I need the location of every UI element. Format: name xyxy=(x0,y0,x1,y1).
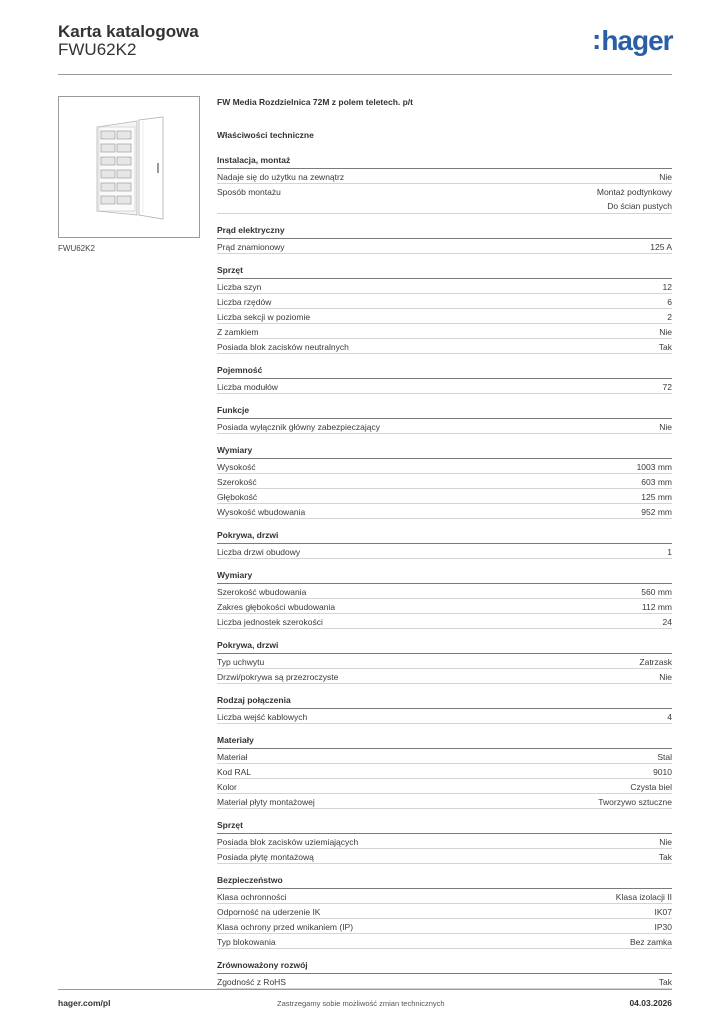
spec-label: Materiał płyty montażowej xyxy=(217,797,315,807)
spec-row xyxy=(217,169,672,184)
spec-value xyxy=(641,475,672,489)
spec-value xyxy=(650,240,672,254)
spec-value-line: 6 xyxy=(667,297,672,307)
spec-label: Odporność na uderzenie IK xyxy=(217,907,321,917)
spec-label: Zakres głębokości wbudowania xyxy=(217,602,336,612)
spec-row xyxy=(217,239,672,254)
spec-value xyxy=(659,325,672,339)
spec-value-line: Tak xyxy=(658,852,672,862)
spec-row xyxy=(217,709,672,724)
group-heading: Materiały xyxy=(217,735,672,749)
spec-label: Liczba modułów xyxy=(217,382,278,392)
spec-value-line: IP30 xyxy=(654,922,672,932)
spec-value xyxy=(667,295,672,309)
spec-row xyxy=(217,279,672,294)
group-heading: Sprzęt xyxy=(217,265,672,279)
spec-label: Sposób montażu xyxy=(217,187,281,197)
spec-row xyxy=(217,184,672,214)
spec-label: Posiada płytę montażową xyxy=(217,852,314,862)
spec-label: Liczba sekcji w poziomie xyxy=(217,312,311,322)
spec-value-line: 125 A xyxy=(650,242,672,252)
spec-row xyxy=(217,324,672,339)
group-heading: Funkcje xyxy=(217,405,672,419)
spec-label: Posiada wyłącznik główny zabezpieczający xyxy=(217,422,380,432)
product-image-caption: FWU62K2 xyxy=(58,244,95,253)
spec-row xyxy=(217,584,672,599)
footer-date: 04.03.2026 xyxy=(629,998,672,1008)
spec-value-line: Nie xyxy=(659,672,672,682)
spec-value-line: Nie xyxy=(659,422,672,432)
spec-row xyxy=(217,764,672,779)
spec-value xyxy=(639,655,672,669)
spec-label: Drzwi/pokrywa są przezroczyste xyxy=(217,672,339,682)
spec-label: Typ blokowania xyxy=(217,937,276,947)
spec-value xyxy=(657,750,672,764)
group-heading: Wymiary xyxy=(217,445,672,459)
spec-row xyxy=(217,749,672,764)
footer-disclaimer: Zastrzegamy sobie możliwość zmian technicznych xyxy=(277,999,445,1008)
spec-row xyxy=(217,834,672,849)
spec-value xyxy=(659,835,672,849)
document-title: Karta katalogowa xyxy=(58,22,199,41)
spec-value-line: 4 xyxy=(667,712,672,722)
spec-label: Posiada blok zacisków uziemiających xyxy=(217,837,359,847)
spec-label: Posiada blok zacisków neutralnych xyxy=(217,342,349,352)
group-heading: Pojemność xyxy=(217,365,672,379)
distribution-board-illustration xyxy=(59,97,199,237)
spec-value-line: IK07 xyxy=(654,907,672,917)
spec-value xyxy=(659,670,672,684)
spec-row xyxy=(217,904,672,919)
spec-value-line: 24 xyxy=(662,617,672,627)
spec-label: Kod RAL xyxy=(217,767,252,777)
spec-value-line: 9010 xyxy=(653,767,672,777)
spec-row xyxy=(217,849,672,864)
spec-value-line: 112 mm xyxy=(641,602,672,612)
group-heading: Rodzaj połączenia xyxy=(217,695,672,709)
spec-value xyxy=(659,975,672,989)
spec-value xyxy=(659,170,672,184)
spec-row xyxy=(217,419,672,434)
spec-label: Kolor xyxy=(217,782,237,792)
spec-value xyxy=(630,780,672,794)
logo-text: hager xyxy=(601,25,673,56)
spec-row xyxy=(217,934,672,949)
group-heading: Prąd elektryczny xyxy=(217,225,672,239)
spec-value xyxy=(641,585,672,599)
spec-value xyxy=(641,490,672,504)
spec-value-line: Tak xyxy=(658,342,672,352)
spec-label: Klasa ochronności xyxy=(217,892,287,902)
group-heading: Pokrywa, drzwi xyxy=(217,640,672,654)
spec-value-line: Czysta biel xyxy=(630,782,672,792)
spec-value-line: Nie xyxy=(659,327,672,337)
spec-label: Materiał xyxy=(217,752,248,762)
spec-row xyxy=(217,489,672,504)
spec-label: Szerokość wbudowania xyxy=(217,587,307,597)
group-heading: Zrównoważony rozwój xyxy=(217,960,672,974)
spec-label: Zgodność z RoHS xyxy=(217,977,286,987)
product-image xyxy=(58,96,200,238)
spec-row xyxy=(217,919,672,934)
spec-label: Klasa ochrony przed wnikaniem (IP) xyxy=(217,922,354,932)
spec-label: Wysokość wbudowania xyxy=(217,507,306,517)
spec-label: Z zamkiem xyxy=(217,327,259,337)
spec-value xyxy=(641,505,672,519)
spec-row xyxy=(217,339,672,354)
spec-row xyxy=(217,794,672,809)
product-description: FW Media Rozdzielnica 72M z polem teletech. p/t xyxy=(217,97,414,107)
spec-value-line: Bez zamka xyxy=(629,937,672,947)
spec-value xyxy=(663,380,672,394)
spec-value-line: 125 mm xyxy=(641,492,672,502)
spec-label: Liczba szyn xyxy=(217,282,262,292)
spec-row xyxy=(217,459,672,474)
hager-logo xyxy=(592,26,673,56)
spec-row xyxy=(217,614,672,629)
spec-label: Liczba drzwi obudowy xyxy=(217,547,301,557)
footer-divider xyxy=(58,989,672,990)
spec-label: Liczba rzędów xyxy=(217,297,272,307)
spec-value-line: Zatrzask xyxy=(639,657,672,667)
spec-value xyxy=(667,710,672,724)
spec-value-line: Tworzywo sztuczne xyxy=(598,797,672,807)
group-heading: Bezpieczeństwo xyxy=(217,875,672,889)
spec-label: Głębokość xyxy=(217,492,258,502)
spec-value-line: Do ścian pustych xyxy=(607,201,672,211)
spec-row xyxy=(217,294,672,309)
spec-value-line: 952 mm xyxy=(641,507,672,517)
spec-value xyxy=(653,765,672,779)
spec-value xyxy=(659,420,672,434)
header-divider xyxy=(58,74,672,75)
spec-row xyxy=(217,779,672,794)
spec-label: Szerokość xyxy=(217,477,257,487)
spec-value xyxy=(655,905,673,919)
spec-row xyxy=(217,544,672,559)
spec-value xyxy=(630,935,672,949)
spec-value xyxy=(597,185,672,213)
spec-label: Prąd znamionowy xyxy=(217,242,285,252)
spec-value xyxy=(659,850,672,864)
spec-label: Wysokość xyxy=(217,462,256,472)
spec-label: Liczba jednostek szerokości xyxy=(217,617,323,627)
spec-value-line: 560 mm xyxy=(641,587,672,597)
spec-row xyxy=(217,889,672,904)
section-title: Właściwości techniczne xyxy=(217,130,314,140)
spec-value-line: 12 xyxy=(662,282,672,292)
spec-row xyxy=(217,669,672,684)
spec-value-line: Klasa izolacji II xyxy=(615,892,672,902)
spec-row xyxy=(217,654,672,669)
logo-colon: : xyxy=(592,24,601,55)
spec-value xyxy=(667,310,672,324)
spec-value xyxy=(659,340,672,354)
spec-row xyxy=(217,309,672,324)
spec-row xyxy=(217,379,672,394)
spec-value xyxy=(667,545,672,559)
footer-website-link[interactable]: hager.com/pl xyxy=(58,998,111,1008)
spec-value xyxy=(663,280,672,294)
group-heading: Sprzęt xyxy=(217,820,672,834)
spec-value-line: Tak xyxy=(658,977,672,987)
spec-row xyxy=(217,974,672,989)
spec-value xyxy=(663,615,672,629)
spec-value-line: Nie xyxy=(659,172,672,182)
spec-value-line: 2 xyxy=(667,312,672,322)
spec-row xyxy=(217,599,672,614)
group-heading: Wymiary xyxy=(217,570,672,584)
group-heading: Instalacja, montaż xyxy=(217,155,672,169)
spec-row xyxy=(217,504,672,519)
spec-value xyxy=(642,600,672,614)
spec-value-line: 1003 mm xyxy=(636,462,672,472)
spec-value-line: 603 mm xyxy=(641,477,672,487)
spec-value-line: Nie xyxy=(659,837,672,847)
spec-label: Typ uchwytu xyxy=(217,657,265,667)
spec-label: Liczba wejść kablowych xyxy=(217,712,308,722)
product-code: FWU62K2 xyxy=(58,40,137,59)
spec-value xyxy=(616,890,672,904)
spec-value xyxy=(598,795,672,809)
spec-value-line: Stal xyxy=(657,752,672,762)
spec-value-line: 1 xyxy=(667,547,672,557)
spec-value-line: 72 xyxy=(662,382,672,392)
group-heading: Pokrywa, drzwi xyxy=(217,530,672,544)
spec-value-line: Montaż podtynkowy xyxy=(596,187,672,197)
spec-value xyxy=(637,460,672,474)
spec-value xyxy=(655,920,673,934)
spec-row xyxy=(217,474,672,489)
spec-label: Nadaje się do użytku na zewnątrz xyxy=(217,172,345,182)
